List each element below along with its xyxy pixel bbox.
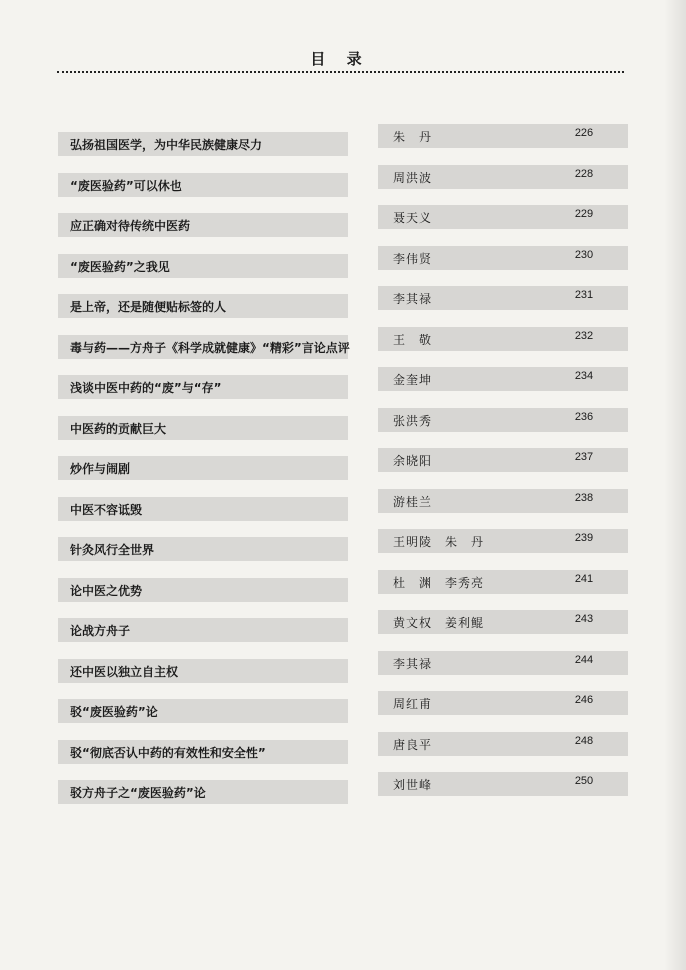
entry-page-number: 241	[574, 572, 594, 585]
entry-author: 李其禄	[393, 656, 433, 671]
toc-entry[interactable]	[0, 572, 686, 602]
entry-title: “废医验药”可以休也	[70, 178, 182, 193]
entry-title: 针灸风行全世界	[70, 543, 155, 557]
entry-page-number: 243	[574, 613, 594, 625]
entry-author: 王明陵 朱 丹	[393, 535, 485, 549]
entry-author: 王 敬	[393, 332, 433, 347]
toc-entry[interactable]	[0, 532, 686, 561]
entry-title: 弘扬祖国医学，为中华民族健康尽力	[70, 138, 263, 152]
entry-page-number: 228	[574, 167, 594, 180]
entry-title: 驳“废医验药”论	[70, 705, 158, 719]
toc-entry[interactable]	[0, 451, 686, 480]
entry-title: “废医验药”之我见	[70, 259, 170, 274]
entry-page-number: 234	[574, 370, 594, 382]
entry-title: 毒与药——方舟子《科学成就健康》“精彩”言论点评	[70, 340, 350, 355]
toc-entry[interactable]	[0, 491, 686, 521]
toc-entry[interactable]	[0, 208, 686, 237]
entry-title: 驳“彻底否认中药的有效性和安全性”	[70, 745, 266, 760]
toc-entry[interactable]	[0, 289, 686, 318]
entry-author: 杜 渊 李秀亮	[393, 575, 485, 590]
entry-page-number: 230	[574, 248, 594, 261]
entry-author: 朱 丹	[393, 130, 433, 144]
entry-page-number: 237	[574, 451, 594, 463]
entry-author: 周红甫	[393, 697, 433, 711]
entry-page-number: 246	[574, 694, 594, 706]
entry-page-number: 248	[574, 734, 594, 747]
toc-entry[interactable]	[0, 694, 686, 723]
toc-entry[interactable]	[0, 329, 686, 359]
entry-author: 张洪秀	[393, 413, 433, 428]
entry-author: 金奎坤	[393, 373, 433, 387]
entry-page-number: 229	[574, 208, 594, 220]
entry-author: 周洪波	[393, 170, 433, 185]
toc-entry[interactable]	[0, 370, 686, 399]
toc-entry[interactable]	[0, 653, 686, 683]
entry-author: 李其禄	[393, 292, 433, 306]
entry-author: 余晓阳	[393, 454, 433, 468]
entry-page-number: 244	[574, 653, 594, 666]
entry-title: 论战方舟子	[70, 624, 131, 638]
entry-title: 驳方舟子之“废医验药”论	[70, 786, 206, 800]
entry-page-number: 250	[574, 775, 594, 787]
entry-author: 刘世峰	[393, 778, 433, 792]
entry-title: 中医药的贡献巨大	[70, 421, 167, 436]
entry-title: 论中医之优势	[70, 583, 143, 598]
entry-title: 浅谈中医中药的“废”与“存”	[70, 381, 222, 395]
entry-page-number: 238	[574, 491, 594, 504]
entry-title: 炒作与闹剧	[70, 462, 131, 476]
entry-author: 聂天义	[393, 211, 433, 225]
entry-page-number: 236	[574, 410, 594, 423]
entry-page-number: 232	[574, 329, 594, 342]
entry-author: 李伟贤	[393, 251, 433, 266]
toc-entry[interactable]	[0, 127, 686, 156]
toc-entry[interactable]	[0, 613, 686, 642]
entry-title: 中医不容诋毁	[70, 502, 143, 517]
toc-entry[interactable]	[0, 734, 686, 764]
entry-title: 应正确对待传统中医药	[70, 219, 191, 233]
toc-entry[interactable]	[0, 167, 686, 197]
page-title: 目 录	[310, 50, 370, 68]
entry-title: 还中医以独立自主权	[70, 664, 179, 679]
entry-author: 游桂兰	[393, 494, 433, 509]
entry-page-number: 239	[574, 532, 594, 544]
entry-title: 是上帝，还是随便贴标签的人	[70, 300, 227, 314]
entry-author: 唐良平	[393, 737, 433, 752]
toc-entry[interactable]	[0, 775, 686, 804]
toc-entry[interactable]	[0, 248, 686, 278]
toc-entry[interactable]	[0, 410, 686, 440]
entry-page-number: 226	[574, 127, 594, 139]
entry-page-number: 231	[574, 289, 594, 301]
entry-author: 黄文权 姜利鲲	[393, 616, 485, 630]
